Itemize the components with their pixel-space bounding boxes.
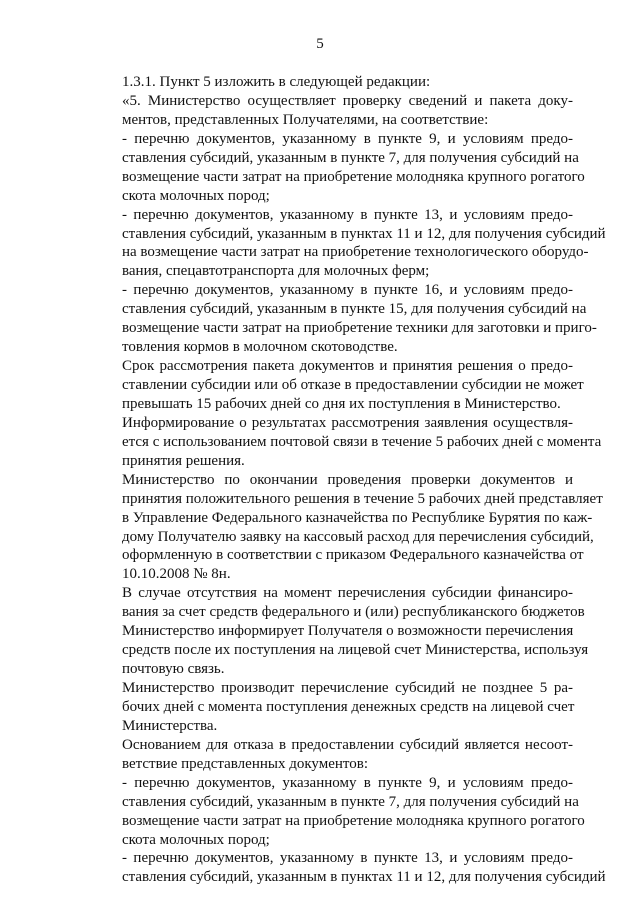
text-line: вания, спецавтотранспорта для молочных ферм; <box>122 263 430 280</box>
text-line: 1.3.1. Пункт 5 изложить в следующей редакции: <box>122 74 431 90</box>
text-line: Информирование о результатах рассмотрения заявления осуществля- <box>122 414 573 431</box>
text-line: почтовую связь. <box>122 661 225 678</box>
text-line: бочих дней с момента поступления денежных средств на лицевой счет <box>122 698 575 715</box>
text-line: - перечню документов, указанному в пункте 9, и условиям предо- <box>122 130 573 147</box>
document-body <box>122 73 606 887</box>
text-line: превышать 15 рабочих дней со дня их поступления в Министерство. <box>122 395 561 412</box>
text-line: Основанием для отказа в предоставлении субсидий является несоот- <box>122 736 573 753</box>
text-line: Срок рассмотрения пакета документов и принятия решения о предо- <box>122 358 573 375</box>
text-line: ставления субсидий, указанным в пункте 7, для получения субсидий на <box>122 149 579 166</box>
text-line: ставления субсидий, указанным в пункте 15, для получения субсидий на <box>122 301 587 318</box>
text-line: возмещение части затрат на приобретение техники для заготовки и приго- <box>122 320 597 337</box>
text-line: принятия решения. <box>122 452 245 469</box>
text-line: В случае отсутствия на момент перечисления субсидии финансиро- <box>122 585 573 602</box>
text-line: ставлении субсидии или об отказе в предоставлении субсидии не может <box>122 377 584 393</box>
text-line: возмещение части затрат на приобретение молодняка крупного рогатого <box>122 168 585 185</box>
text-line: в Управление Федерального казначейства по Республике Бурятия по каж- <box>122 509 593 526</box>
text-line: скота молочных пород; <box>122 187 270 204</box>
text-line: - перечню документов, указанному в пункте 13, и условиям предо- <box>122 850 573 867</box>
text-line: товления кормов в молочном скотоводстве. <box>122 339 398 356</box>
text-line: ставления субсидий, указанным в пунктах 11 и 12, для получения субсидий <box>122 869 606 886</box>
text-line: скота молочных пород; <box>122 831 270 848</box>
text-line: на возмещение части затрат на приобретение технологического оборудо- <box>122 244 589 261</box>
text-line: ветствие представленных документов: <box>122 755 368 772</box>
page-number: 5 <box>316 36 324 52</box>
text-line: дому Получателю заявку на кассовый расход для перечисления субсидий, <box>122 528 594 545</box>
text-line: ментов, представленных Получателями, на соответствие: <box>122 111 489 128</box>
text-line: «5. Министерство осуществляет проверку сведений и пакета доку- <box>122 92 573 109</box>
text-line: Министерство по окончании проведения проверки документов и <box>122 471 573 488</box>
text-line: - перечню документов, указанному в пункте 9, и условиям предо- <box>122 774 573 791</box>
text-line: возмещение части затрат на приобретение молодняка крупного рогатого <box>122 812 585 829</box>
text-line: ется с использованием почтовой связи в течение 5 рабочих дней с момента <box>122 433 602 450</box>
text-line: Министерство производит перечисление субсидий не позднее 5 ра- <box>122 680 573 696</box>
text-line: ставления субсидий, указанным в пунктах 11 и 12, для получения субсидий <box>122 225 606 242</box>
text-line: принятия положительного решения в течение 5 рабочих дней представляет <box>122 490 603 507</box>
text-line: Министерства. <box>122 717 218 734</box>
text-line: оформленную в соответствии с приказом Федерального казначейства от <box>122 547 584 564</box>
text-line: - перечню документов, указанному в пункте 13, и условиям предо- <box>122 206 573 223</box>
text-line: - перечню документов, указанному в пункте 16, и условиям предо- <box>122 282 573 299</box>
text-line: ставления субсидий, указанным в пункте 7, для получения субсидий на <box>122 793 579 810</box>
text-line: 10.10.2008 № 8н. <box>122 566 231 583</box>
text-line: Министерство информирует Получателя о возможности перечисления <box>122 623 574 640</box>
text-line: вания за счет средств федерального и (или) республиканского бюджетов <box>122 604 585 621</box>
text-line: средств после их поступления на лицевой счет Министерства, используя <box>122 642 589 659</box>
